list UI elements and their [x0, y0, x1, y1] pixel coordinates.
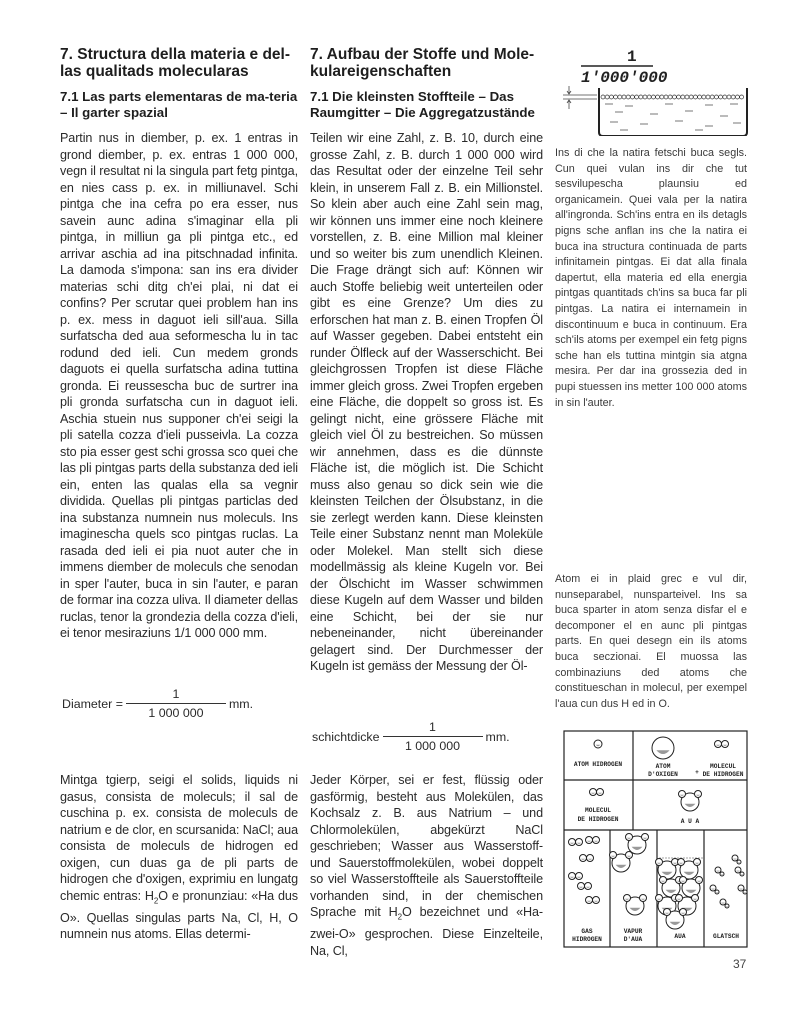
oil-molecule	[630, 95, 634, 99]
ice-molecule	[720, 872, 724, 876]
paragraph-romansh-2	[60, 772, 298, 943]
formula-unit: mm.	[485, 729, 510, 744]
gas-hydrogen-molecule	[593, 897, 600, 904]
oil-molecule	[643, 95, 647, 99]
oil-molecule	[609, 95, 613, 99]
oil-molecule	[731, 95, 735, 99]
paragraph-german-1: Teilen wir eine Zahl, z. B. 10, durch eine grosse Zahl, z. B. durch 1 000 000 wird das Resultat oder der einzelne Teil sehr klein, in unserem Fall z. B. ein Millionstel. So klein aber auch eine Zahl sein mag, wir können uns immer eine noch kleinere vorstellen, z. B. eine Million mal kleiner und so weiter bis zum unendlich Kleinen. Die Frage drängt sich auf: Können wir auch Stoffe beliebig weit unterteilen oder gibt es eine Grenze? Um dies zu erforschen hat man z. B. einen Tropfen Öl auf Wasser gegeben. Dabei entsteht ein runder Ölfleck auf der Wasserschicht. Bei gleichgrossen Tropfen ist diese Fläche immer gleich gross. Zwei Tropfen ergeben eine Fläche, die doppelt so gross ist. Es gelingt nicht, eine grössere Fläche mit gleich viel Öl zu bestreichen. So müssen wir annehmen, dass es die dünnste Fläche ist, die möglich ist. Die Schicht muss also genau so dick sein wie die kleinsten Teilchen der Ölsubstanz, in die sie zerlegt werden kann. Diese kleinsten Teile einer Substanz nennt man Moleküle oder Molekel. Man stellt sich diese modellmässig als kleine Kugeln vor. Bei der Ölschicht im Wasser schwimmen diese Kugeln auf dem Wasser und bilden eine Schicht, bei der sie nur nebeneinander, nicht übereinander gelagert sind. Der Durchmesser der Kugeln ist gemäss der Messung der Öl-	[310, 131, 543, 673]
gas-hydrogen-molecule	[593, 837, 600, 844]
vapor-molecule	[626, 852, 633, 859]
oil-molecule	[660, 95, 664, 99]
hydrogen-molecule	[722, 741, 729, 748]
ice-molecule	[732, 855, 738, 861]
label-gas: HIDROGEN	[572, 936, 602, 943]
oil-molecule	[723, 95, 727, 99]
oil-molecule	[664, 95, 668, 99]
liquid-water-molecule	[692, 895, 699, 902]
hydrogen-molecule	[715, 741, 722, 748]
oil-molecule	[727, 95, 731, 99]
formula-label: schichtdicke	[312, 729, 380, 744]
german-column	[310, 46, 543, 675]
oil-molecule	[672, 95, 676, 99]
oil-molecule	[651, 95, 655, 99]
paragraph-text: Jeder Körper, sei er fest, flüssig oder gasförmig, besteht aus Molekülen, das Kochsalz z. B. aus Natrium – und Chlormolekülen, abgekürzt NaCl geschrieben; Wasser aus Wasserstoff- und Sauerstoffmolekülen, wobei doppelt so viel Wasserstoffteile als Sauerstoffteile vorhanden sind, in der chemischen Sprache mit H	[310, 773, 543, 919]
formula-unit: mm.	[228, 696, 254, 711]
liquid-water-molecule	[676, 895, 683, 902]
side-paragraph-1: Ins di che la natira fetschi buca segls. Cun quei vulan ins dir che tut sesvilupescha plaunsiu ed organicamein. Quei vala per la natira all'ingronda. Sch'ins entra en ils detagls pigns sche anflan ins che la natira ei buca ina structura continuada de parts infinitamein pintgas. Ei dat alla finala dapertut, ella materia ed ella energia pintgas quantitads ch'ins sa buca far pli pintgas. La natira ei internamein in discontinuum e buca in continuum. Era sch'ils atoms per exempel ein fetg pigns sche han els tuttina mintgin sia atgna mesira. Per dar ina grossezia ded in pupi stuessen ins metter 100 000 atoms in sin l'auter.	[555, 147, 747, 409]
vapor-molecule	[610, 852, 617, 859]
oil-molecule	[618, 95, 622, 99]
hydrogen-molecule	[597, 789, 604, 796]
paragraph-romansh-1: Partin nus in diember, p. ex. 1 entras in grond diember, p. ex. entras 1 000 000, vegn il resultat ni la singula part fetg pintga, en nies cass p. ex. in milliunavel. Schi pintga che ina cefra po era esser, nus savein aunc adina s'imaginar ella pli pintga, in milliun ga pli pintga etc., ed arrivar aschia ad ina pitschnadad infinita. La damoda s'impona: san ins era divider materias schi ditg ch'ei plai, ni dat ei confins? Per scrutar quei problem han ins p. ex. mess in daguot ieli sill'aua. Silla surfatscha ded aua seformescha lu in tac rodund ded ieli. Cun medem gronds daguots ei quella surfatscha adina tuttina gronda. Ei reussescha buc de surtrer ina pli gronda surfatscha cun in daguot ieli. Aschia stuein nus supponer ch'ei seigi la pli satella cozza d'ieli pusseivla. La cozza sto pia esser gest schi grossa sco quei che las pli pintgas parts della substanza ded ieli ein, enten las qualas ella sa vegnir dividida. Quellas pli pintgas particlas ded ina substanza numnein nus moleculs. Ins imaginescha quels sco pintgas ruclas. La rasada ded ieli ei pia nuot auter che in immens diember de moleculs che senodan in sper l'auter, buca in sin l'auter, e paran de formar ina cozza uliva. Il diameter dellas ruclas, tenor la grondezia della cozza d'ieli, ei tenor mesiraziuns 1/1 000 000 mm.	[60, 131, 298, 640]
water-molecule	[695, 791, 702, 798]
gas-hydrogen-molecule	[576, 839, 583, 846]
ice-molecule	[725, 904, 729, 908]
oil-molecule	[677, 95, 681, 99]
oil-molecule-layer	[601, 95, 744, 99]
gas-hydrogen-molecule	[576, 873, 583, 880]
liquid-water-molecule	[694, 859, 701, 866]
vapor-molecule	[640, 895, 647, 902]
molecule-diagram	[563, 730, 748, 948]
romansh-column-bottom	[60, 772, 298, 943]
german-column-bottom	[310, 772, 543, 959]
vapor-molecule	[626, 834, 633, 841]
oil-molecule	[626, 95, 630, 99]
oil-molecule	[689, 95, 693, 99]
label-vapur: VAPUR	[623, 928, 643, 935]
vapor-molecule	[642, 834, 649, 841]
oil-molecule	[681, 95, 685, 99]
water-molecule	[679, 791, 686, 798]
formula-label: Diameter =	[62, 696, 123, 711]
label-atom-oxigen: ATOM	[655, 763, 671, 770]
ice-molecule	[738, 885, 744, 891]
oil-molecule	[601, 95, 605, 99]
label-molecul-hidrogen: DE HIDROGEN	[702, 771, 744, 778]
gas-hydrogen-molecule	[580, 855, 587, 862]
oil-molecule	[698, 95, 702, 99]
ice-molecule	[710, 885, 716, 891]
section-title-german: 7.1 Die kleinsten Stoffteile – Das Raumgitter – Die Aggregatzustände	[310, 89, 535, 120]
liquid-water-molecule	[678, 859, 685, 866]
figure-numerator: 1	[627, 48, 637, 66]
oil-molecule	[706, 95, 710, 99]
hydrogen-molecule	[590, 789, 597, 796]
label-aua: A U A	[680, 818, 700, 825]
liquid-water-molecule	[660, 877, 667, 884]
paragraph-german-2	[310, 772, 543, 959]
subscript: 2	[397, 912, 402, 922]
romansh-column	[60, 46, 298, 642]
ice-molecule	[720, 899, 726, 905]
oil-molecule	[605, 95, 609, 99]
oil-molecule	[647, 95, 651, 99]
ice-molecule	[740, 872, 744, 876]
fraction-numerator: 1	[429, 720, 436, 734]
ice-molecule	[715, 867, 721, 873]
oil-molecule	[735, 95, 739, 99]
label-molecul: DE HIDROGEN	[577, 816, 619, 823]
gas-hydrogen-molecule	[578, 883, 585, 890]
oil-molecule	[685, 95, 689, 99]
oil-molecule	[693, 95, 697, 99]
label-molecul: MOLECUL	[585, 807, 611, 814]
figure-denominator: 1'000'000	[581, 69, 668, 87]
oil-molecule	[639, 95, 643, 99]
thickness-formula	[312, 720, 510, 753]
label-atom-oxigen: D'OXIGEN	[648, 771, 678, 778]
label-plus: +	[695, 769, 699, 776]
arrow-down-icon	[567, 86, 571, 94]
liquid-water-molecule	[680, 909, 687, 916]
paragraph-text: O e pronunziau: «Ha dus O». Quellas singulas parts Na, Cl, H, O numnein nus atoms. Ellas determi-	[60, 888, 298, 942]
label-glatsch: GLATSCH	[713, 933, 739, 940]
liquid-water-molecule	[680, 877, 687, 884]
chapter-title-romansh: 7. Structura della materia e del-las qualitads molecularas	[60, 46, 291, 80]
ice-molecule	[735, 867, 741, 873]
subscript: 2	[153, 896, 159, 906]
fraction-denominator: 1 000 000	[404, 739, 461, 753]
oil-molecule	[719, 95, 723, 99]
label-vapur: D'AUA	[623, 936, 643, 943]
fraction-numerator: 1	[172, 687, 180, 701]
paragraph-text: O bezeichnet und «Ha-zwei-O» gesprochen. Diese Einzelteile, Na, Cl,	[310, 905, 543, 958]
side-text-1	[555, 146, 747, 411]
oil-molecule	[702, 95, 706, 99]
arrow-up-icon	[567, 100, 571, 109]
fraction-denominator: 1 000 000	[148, 706, 204, 720]
liquid-water-molecule	[696, 877, 703, 884]
ice-molecule	[737, 860, 741, 864]
diameter-formula	[62, 687, 253, 720]
oil-molecule	[622, 95, 626, 99]
label-molecul-hidrogen: MOLECUL	[710, 763, 736, 770]
hydrogen-atom	[594, 740, 602, 748]
side-paragraph-2: Atom ei in plaid grec e vul dir, nunseparabel, nunsparteivel. Ins sa buca sparter in atom senza disfar el e decomponer el en aunc pli pintgas parts. En quei desegn ein ils atoms buca seczionai. El muossa las combinaziuns ded atoms che constitueschan in molecul, per exempel l'aua cun dus H ed in O.	[555, 573, 747, 710]
oil-molecule	[614, 95, 618, 99]
gas-hydrogen-molecule	[569, 839, 576, 846]
label-atom-hidrogen: ATOM HIDROGEN	[573, 761, 623, 768]
water-lines	[605, 104, 741, 130]
gas-hydrogen-molecule	[569, 873, 576, 880]
formula-fraction	[126, 687, 226, 720]
oil-molecule	[710, 95, 714, 99]
section-title-romansh: 7.1 Las parts elementaras de ma-teria – Il garter spazial	[60, 89, 298, 120]
side-text-2	[555, 572, 747, 712]
oil-molecule	[668, 95, 672, 99]
liquid-water-molecule	[656, 859, 663, 866]
oil-molecule	[714, 95, 718, 99]
label-gas: GAS	[581, 928, 593, 935]
gas-hydrogen-molecule	[587, 855, 594, 862]
oil-layer-figure	[555, 44, 755, 136]
page-number: 37	[733, 957, 747, 971]
paragraph-text: Mintga tgierp, seigi el solids, liquids ni gasus, consista de moleculs; il sal de cuschina p. ex. consista de moleculs de natrium e de clor, en scursanida: NaCl; aua consista de moleculs de hidrogen ed oxigen, cun duas ga de pli parts de hidrogen che d'oxigen, exprimiu en lungatg chemic entras: H	[60, 773, 298, 903]
label-aua-liquid: AUA	[674, 933, 686, 940]
oxygen-atom	[652, 737, 674, 759]
oil-molecule	[635, 95, 639, 99]
formula-fraction	[383, 720, 483, 753]
liquid-water-molecule	[656, 895, 663, 902]
ice-molecule	[743, 890, 747, 894]
vapor-molecule	[624, 895, 631, 902]
gas-hydrogen-molecule	[586, 897, 593, 904]
gas-hydrogen-molecule	[586, 837, 593, 844]
chapter-title-german: 7. Aufbau der Stoffe und Mole-kulareigenschaften	[310, 46, 535, 80]
liquid-water-molecule	[664, 909, 671, 916]
gas-hydrogen-molecule	[585, 883, 592, 890]
oil-molecule	[740, 95, 744, 99]
oil-molecule	[656, 95, 660, 99]
ice-molecule	[715, 890, 719, 894]
